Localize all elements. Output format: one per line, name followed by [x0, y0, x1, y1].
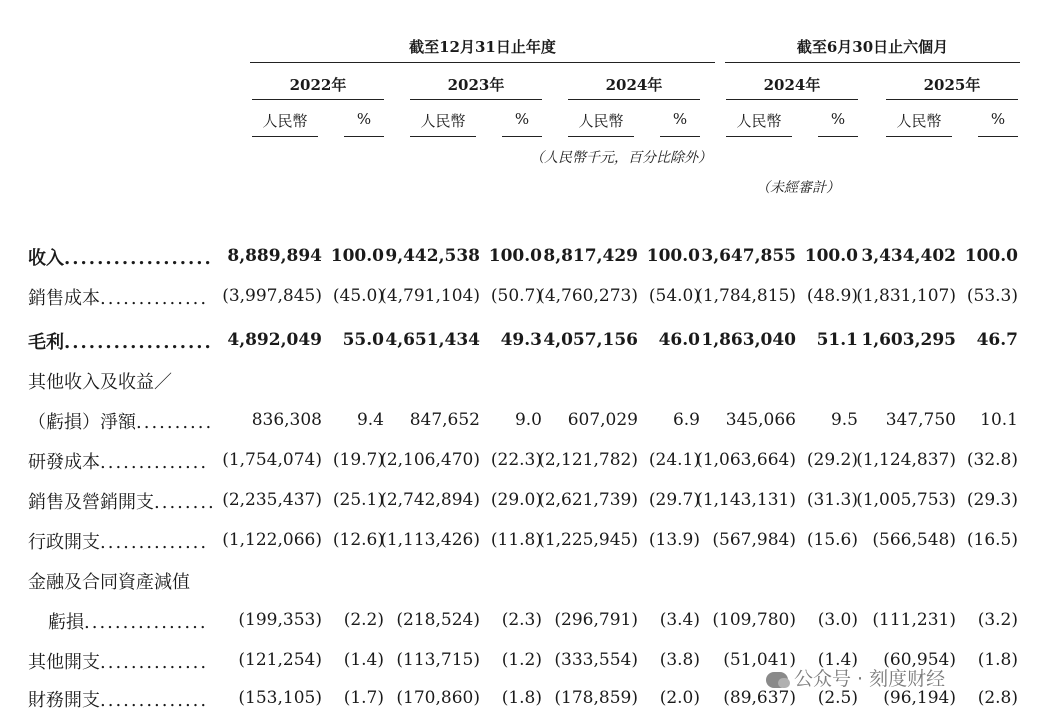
row-label-text: 金融及合同資產減值 — [28, 572, 190, 593]
cell-amount: (89,637) — [723, 688, 796, 708]
cell-amount: (2,106,470) — [380, 450, 480, 470]
cell-percent: 46.7 — [976, 330, 1018, 350]
cell-amount: (113,715) — [396, 650, 480, 670]
cell-amount: (170,860) — [396, 688, 480, 708]
row-leader-dots: .......... — [136, 412, 214, 433]
cell-percent: 100.0 — [964, 246, 1018, 266]
cell-amount: (1,063,664) — [696, 450, 796, 470]
unit-rmb: 人民幣 — [896, 112, 942, 130]
cell-amount: (153,105) — [238, 688, 322, 708]
year-rule — [568, 99, 700, 100]
unit-rule — [978, 136, 1018, 137]
cell-amount: (4,791,104) — [380, 286, 480, 306]
row-label — [28, 568, 190, 594]
row-label — [28, 686, 208, 712]
cell-amount: (1,005,753) — [856, 490, 956, 510]
cell-percent: 100.0 — [330, 246, 384, 266]
cell-percent: (19.7) — [332, 450, 384, 470]
row-label — [28, 244, 213, 270]
row-label — [28, 328, 213, 354]
row-label-text: 銷售成本 — [28, 288, 100, 309]
row-leader-dots: .................. — [64, 248, 213, 269]
watermark — [766, 664, 945, 691]
cell-amount: 3,434,402 — [861, 246, 956, 266]
row-label — [28, 448, 208, 474]
unit-pct: % — [514, 110, 530, 128]
cell-amount: 847,652 — [409, 410, 480, 430]
cell-amount: 4,651,434 — [385, 330, 480, 350]
cell-percent: (13.9) — [648, 530, 700, 550]
cell-percent: (16.5) — [966, 530, 1018, 550]
cell-amount: 8,817,429 — [543, 246, 638, 266]
unit-rule — [818, 136, 858, 137]
cell-percent: (2.5) — [817, 688, 858, 708]
cell-amount: 1,603,295 — [861, 330, 956, 350]
unit-rule — [252, 136, 318, 137]
row-leader-dots: .............. — [100, 532, 209, 553]
unit-rmb: 人民幣 — [736, 112, 782, 130]
cell-percent: (54.0) — [648, 286, 700, 306]
year-2025-h1: 2025年 — [923, 76, 981, 94]
year-rule — [886, 99, 1018, 100]
cell-percent: (29.0) — [490, 490, 542, 510]
cell-amount: 4,057,156 — [543, 330, 638, 350]
cell-amount: (296,791) — [554, 610, 638, 630]
row-label-text: 銷售及營銷開支 — [28, 492, 154, 513]
header-group-halfyear: 截至6月30日止六個月 — [796, 38, 949, 56]
year-2022: 2022年 — [289, 76, 347, 94]
cell-percent: 100.0 — [488, 246, 542, 266]
year-rule — [252, 99, 384, 100]
cell-percent: 49.3 — [500, 330, 542, 350]
row-label — [28, 368, 172, 394]
unit-rule — [886, 136, 952, 137]
cell-percent: (48.9) — [806, 286, 858, 306]
row-label-text: 其他開支 — [28, 652, 100, 673]
row-label-text: 其他收入及收益／ — [28, 372, 172, 393]
cell-amount: (1,113,426) — [380, 530, 480, 550]
unit-rmb: 人民幣 — [262, 112, 308, 130]
cell-percent: 10.1 — [980, 410, 1018, 430]
unit-rmb: 人民幣 — [420, 112, 466, 130]
cell-percent: (2.8) — [977, 688, 1018, 708]
unit-pct: % — [830, 110, 846, 128]
cell-percent: (25.1) — [332, 490, 384, 510]
cell-percent: (22.3) — [490, 450, 542, 470]
row-label-text: 虧損 — [48, 612, 84, 633]
cell-percent: (15.6) — [806, 530, 858, 550]
row-leader-dots: ................ — [84, 612, 208, 633]
cell-amount: (111,231) — [872, 610, 956, 630]
cell-percent: 46.0 — [658, 330, 700, 350]
cell-percent: (50.7) — [490, 286, 542, 306]
cell-amount: (1,124,837) — [856, 450, 956, 470]
cell-amount: (96,194) — [883, 688, 956, 708]
cell-percent: (3.2) — [977, 610, 1018, 630]
cell-percent: (1.4) — [817, 650, 858, 670]
cell-amount: (1,143,131) — [696, 490, 796, 510]
cell-percent: 9.4 — [356, 410, 384, 430]
cell-amount: 8,889,894 — [227, 246, 322, 266]
unit-rule — [568, 136, 634, 137]
cell-amount: (1,122,066) — [222, 530, 322, 550]
cell-amount: (2,621,739) — [538, 490, 638, 510]
row-leader-dots: ........ — [154, 492, 216, 513]
cell-amount: (566,548) — [872, 530, 956, 550]
cell-amount: (2,742,894) — [380, 490, 480, 510]
row-leader-dots: .............. — [100, 690, 209, 711]
watermark-text: 公众号 · 刻度财经 — [794, 668, 946, 690]
cell-amount: (178,859) — [554, 688, 638, 708]
cell-percent: (1.7) — [343, 688, 384, 708]
cell-amount: 347,750 — [885, 410, 956, 430]
cell-percent: 100.0 — [804, 246, 858, 266]
header-rule-annual — [250, 62, 715, 63]
cell-amount: (1,784,815) — [696, 286, 796, 306]
cell-percent: 51.1 — [816, 330, 858, 350]
unit-pct: % — [672, 110, 688, 128]
cell-amount: 836,308 — [251, 410, 322, 430]
cell-percent: (1.8) — [977, 650, 1018, 670]
cell-percent: (3.4) — [659, 610, 700, 630]
cell-amount: (1,754,074) — [222, 450, 322, 470]
cell-amount: (3,997,845) — [222, 286, 322, 306]
cell-percent: (31.3) — [806, 490, 858, 510]
cell-percent: (1.8) — [501, 688, 542, 708]
row-leader-dots: .............. — [100, 288, 209, 309]
cell-amount: 3,647,855 — [701, 246, 796, 266]
cell-amount: 1,863,040 — [701, 330, 796, 350]
year-2024: 2024年 — [605, 76, 663, 94]
unit-rule — [502, 136, 542, 137]
year-rule — [410, 99, 542, 100]
unit-rmb: 人民幣 — [578, 112, 624, 130]
row-label-text: 財務開支 — [28, 690, 100, 711]
table-row — [0, 408, 1060, 438]
unit-pct: % — [356, 110, 372, 128]
row-label-text: 行政開支 — [28, 532, 100, 553]
cell-amount: (121,254) — [238, 650, 322, 670]
cell-amount: (333,554) — [554, 650, 638, 670]
header-group-annual: 截至12月31日止年度 — [409, 38, 556, 56]
table-row — [0, 284, 1060, 314]
cell-percent: 9.0 — [514, 410, 542, 430]
cell-amount: (60,954) — [883, 650, 956, 670]
row-label — [28, 528, 208, 554]
cell-amount: (199,353) — [238, 610, 322, 630]
table-row — [0, 568, 1060, 598]
row-label — [28, 648, 208, 674]
cell-percent: (3.8) — [659, 650, 700, 670]
cell-percent: (2.3) — [501, 610, 542, 630]
cell-amount: (1,225,945) — [538, 530, 638, 550]
table-row — [0, 328, 1060, 358]
row-label — [28, 408, 213, 434]
cell-percent: (2.2) — [343, 610, 384, 630]
note-units: （人民幣千元，百分比除外） — [530, 150, 712, 166]
unit-rule — [410, 136, 476, 137]
row-label-text: （虧損）淨額 — [28, 412, 136, 433]
cell-amount: 345,066 — [725, 410, 796, 430]
row-leader-dots: .................. — [64, 332, 213, 353]
cell-percent: (53.3) — [966, 286, 1018, 306]
year-rule — [726, 99, 858, 100]
note-unaudited: （未經審計） — [756, 180, 840, 196]
cell-percent: 55.0 — [342, 330, 384, 350]
row-label — [48, 608, 208, 634]
cell-percent: (45.0) — [332, 286, 384, 306]
row-label-text: 收入 — [28, 248, 64, 269]
cell-amount: (567,984) — [712, 530, 796, 550]
table-row — [0, 528, 1060, 558]
cell-percent: 6.9 — [672, 410, 700, 430]
table-row — [0, 368, 1060, 398]
row-leader-dots: .............. — [100, 652, 209, 673]
row-label-text: 毛利 — [28, 332, 64, 353]
cell-amount: (218,524) — [396, 610, 480, 630]
row-label — [28, 284, 208, 310]
cell-amount: (2,121,782) — [538, 450, 638, 470]
row-label-text: 研發成本 — [28, 452, 100, 473]
cell-percent: (29.7) — [648, 490, 700, 510]
cell-amount: (1,831,107) — [856, 286, 956, 306]
year-2023: 2023年 — [447, 76, 505, 94]
cell-percent: 9.5 — [830, 410, 858, 430]
row-label — [28, 488, 216, 514]
header-rule-halfyear — [725, 62, 1020, 63]
cell-amount: (51,041) — [723, 650, 796, 670]
unit-rule — [726, 136, 792, 137]
cell-amount: 9,442,538 — [385, 246, 480, 266]
cell-percent: (29.3) — [966, 490, 1018, 510]
unit-rule — [660, 136, 700, 137]
cell-percent: (3.0) — [817, 610, 858, 630]
cell-percent: (29.2) — [806, 450, 858, 470]
table-row — [0, 448, 1060, 478]
row-leader-dots: .............. — [100, 452, 209, 473]
year-2024-h1: 2024年 — [763, 76, 821, 94]
unit-pct: % — [990, 110, 1006, 128]
table-row — [0, 608, 1060, 638]
cell-amount: (109,780) — [712, 610, 796, 630]
cell-percent: (1.2) — [501, 650, 542, 670]
cell-percent: (2.0) — [659, 688, 700, 708]
table-row — [0, 244, 1060, 274]
cell-percent: (11.8) — [490, 530, 542, 550]
cell-amount: 607,029 — [567, 410, 638, 430]
cell-percent: (32.8) — [966, 450, 1018, 470]
cell-amount: (2,235,437) — [222, 490, 322, 510]
cell-amount: (4,760,273) — [538, 286, 638, 306]
unit-rule — [344, 136, 384, 137]
cell-percent: (1.4) — [343, 650, 384, 670]
cell-percent: 100.0 — [646, 246, 700, 266]
cell-amount: 4,892,049 — [227, 330, 322, 350]
wechat-icon — [766, 672, 788, 688]
cell-percent: (24.1) — [648, 450, 700, 470]
cell-percent: (12.6) — [332, 530, 384, 550]
table-row — [0, 488, 1060, 518]
